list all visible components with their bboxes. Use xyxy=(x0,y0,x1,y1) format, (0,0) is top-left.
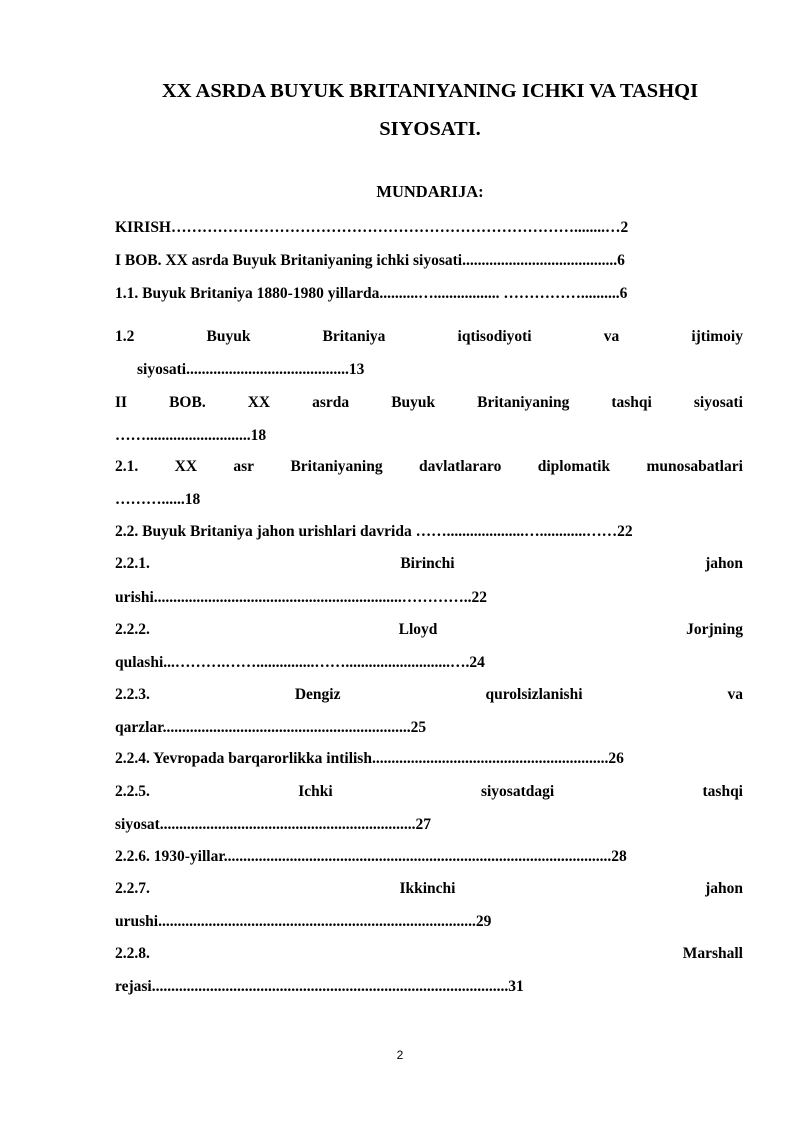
toc-entry-word: Britaniya xyxy=(322,328,386,345)
toc-entry-word: qurolsizlanishi xyxy=(485,686,583,703)
page-number: 2 xyxy=(396,1048,404,1062)
toc-entry-word: Dengiz xyxy=(294,686,341,703)
toc-entry-word: siyosatdagi xyxy=(480,783,555,800)
toc-entry-word: davlatlararo xyxy=(418,458,502,475)
toc-entry-word: 2.2.3. xyxy=(115,686,150,703)
toc-entry-continuation: rejasi............................................................................................31 xyxy=(115,978,524,995)
toc-entry-word: asr xyxy=(233,458,255,475)
toc-entry-word: Ichki xyxy=(298,783,333,800)
toc-entry-word: 2.2.1. xyxy=(115,555,150,572)
toc-entry: 2.2.4. Yevropada barqarorlikka intilish.............................................................26 xyxy=(115,750,624,767)
toc-entry-word: XX xyxy=(247,394,271,411)
toc-entry: 2.2.6. 1930-yillar....................................................................................................28 xyxy=(115,848,627,865)
toc-entry-word: 2.2.2. xyxy=(115,621,150,638)
toc-entry xyxy=(115,393,743,413)
toc-entry-word: Buyuk xyxy=(391,394,436,411)
toc-entry-word: diplomatik xyxy=(537,458,611,475)
toc-entry-word: va xyxy=(603,328,620,345)
toc-entry-word: ijtimoiy xyxy=(691,328,743,345)
toc-entry-word: tashqi xyxy=(702,783,743,800)
toc-entry xyxy=(115,944,743,964)
toc-entry-word: BOB. xyxy=(169,394,206,411)
toc-entry-word: Birinchi xyxy=(400,555,455,572)
toc-entry-continuation: urushi..................................................................................29 xyxy=(115,913,492,930)
toc-entry xyxy=(115,457,743,477)
toc-entry-word: Jorjning xyxy=(686,621,743,638)
toc-entry xyxy=(115,620,743,640)
toc-entry-word: jahon xyxy=(705,880,743,897)
toc-entry: 2.2. Buyuk Britaniya jahon urishlari davrida ……....................…............……22 xyxy=(115,523,633,540)
toc-entry-word: 1.2 xyxy=(115,328,135,345)
toc-entry xyxy=(115,327,743,347)
toc-entry: I BOB. XX asrda Buyuk Britaniyaning ichki siyosati........................................6 xyxy=(115,252,625,269)
toc-entry xyxy=(115,685,743,705)
toc-entry-continuation: siyosat..................................................................27 xyxy=(115,816,432,833)
toc-entry-word: Britaniyaning xyxy=(477,394,570,411)
toc-entry: KIRISH……………………………………………………………………........…2 xyxy=(115,219,629,236)
toc-entry-word: Marshall xyxy=(682,945,743,962)
toc-entry-word: Britaniyaning xyxy=(290,458,383,475)
toc-entry-word: 2.2.5. xyxy=(115,783,150,800)
toc-entry-word: 2.2.7. xyxy=(115,880,150,897)
toc-entry-word: Lloyd xyxy=(398,621,438,638)
toc-entry xyxy=(115,782,743,802)
toc-entry-word: jahon xyxy=(705,555,743,572)
toc-heading: MUNDARIJA: xyxy=(376,182,484,201)
toc-entry-continuation: ………......18 xyxy=(115,491,201,508)
toc-entry-word: tashqi xyxy=(611,394,652,411)
toc-entry-continuation: urishi................................................................…………..22 xyxy=(115,589,488,606)
toc-entry-word: XX xyxy=(174,458,198,475)
toc-entry-word: II xyxy=(115,394,128,411)
toc-entry-word: siyosati xyxy=(693,394,743,411)
toc-entry-continuation: ……...........................18 xyxy=(115,427,267,444)
toc-entry-word: 2.2.8. xyxy=(115,945,150,962)
document-title xyxy=(100,72,760,148)
toc-entry-word: iqtisodiyoti xyxy=(457,328,532,345)
toc-entry xyxy=(115,879,743,899)
title-line-2: SIYOSATI. xyxy=(379,118,481,140)
toc-entry-continuation: qulashi...……….……...............……...........................….24 xyxy=(115,654,485,671)
toc-entry-continuation: qarzlar................................................................25 xyxy=(115,719,427,736)
toc-entry-word: Ikkinchi xyxy=(399,880,456,897)
toc-entry-word: va xyxy=(727,686,743,703)
title-line-1: XX ASRDA BUYUK BRITANIYANING ICHKI VA TASHQI xyxy=(161,80,699,102)
toc-entry xyxy=(115,554,743,574)
toc-entry: 1.1. Buyuk Britaniya 1880-1980 yillarda..........…................. ……………..........6 xyxy=(115,285,628,302)
toc-entry-word: asrda xyxy=(312,394,350,411)
toc-entry-continuation: siyosati..........................................13 xyxy=(137,361,365,378)
toc-entry-word: Buyuk xyxy=(206,328,251,345)
toc-entry-word: munosabatlari xyxy=(646,458,743,475)
toc-entry-word: 2.1. xyxy=(115,458,139,475)
